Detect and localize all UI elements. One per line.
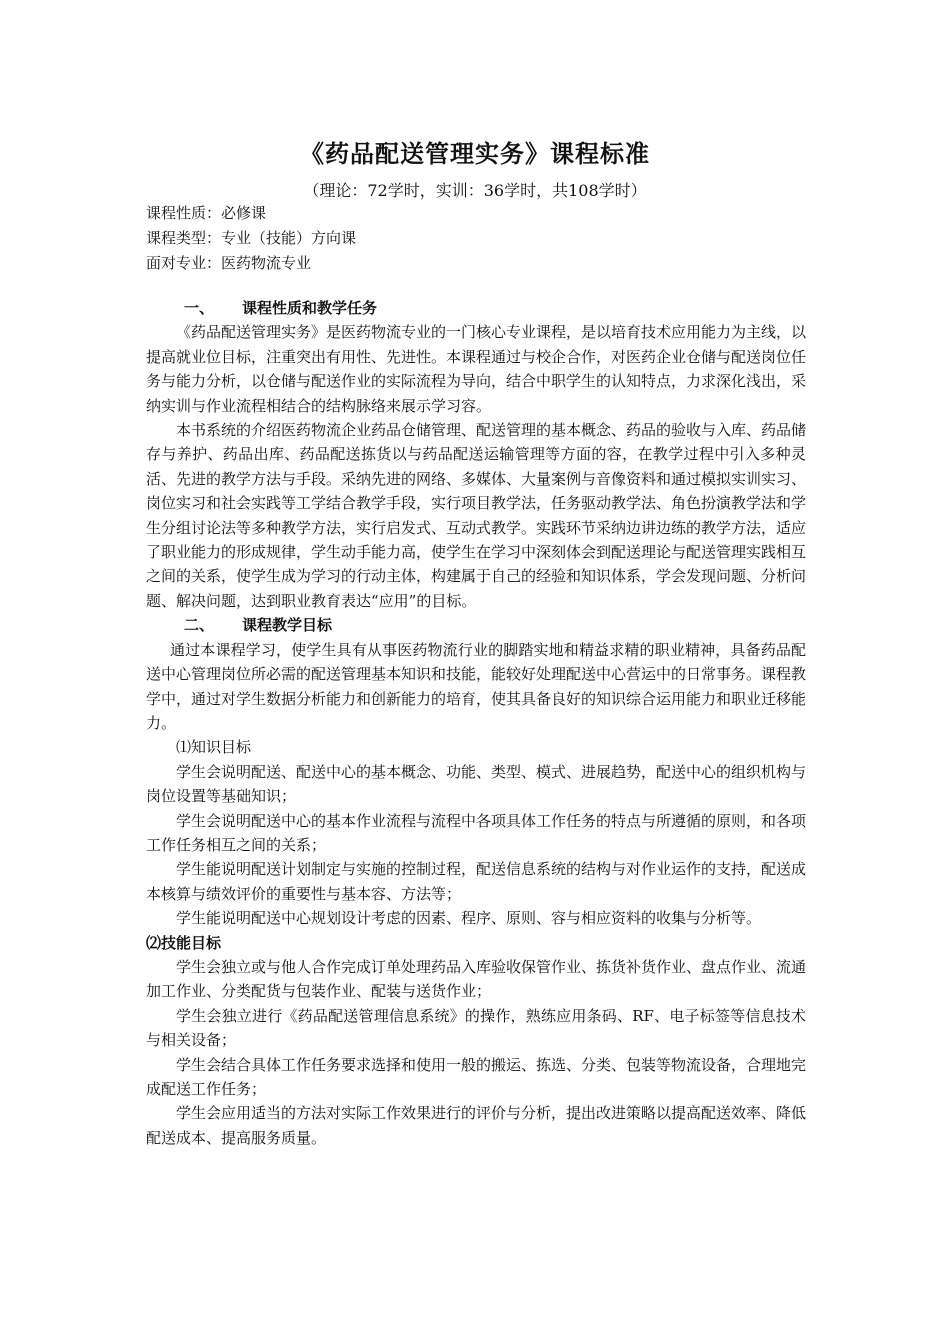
knowledge-goal-item: 学生会说明配送中心的基本作业流程与流程中各项具体工作任务的特点与所遵循的原则，和各项工作任务相互之间的关系； <box>146 811 807 854</box>
document-title: 《药品配送管理实务》课程标准 <box>300 139 650 168</box>
section-1-heading <box>146 296 806 320</box>
knowledge-goal-item: 学生能说明配送计划制定与实施的控制过程，配送信息系统的结构与对作业运作的支持，配送成本核算与绩效评价的重要性与基本容、方法等； <box>146 860 807 903</box>
document-subtitle: （理论：72学时，实训：36学时，共108学时） <box>303 181 647 200</box>
knowledge-goals-heading: ⑴知识目标 <box>176 738 252 757</box>
section-1-paragraph: 《药品配送管理实务》是医药物流专业的一门核心专业课程，是以培育技术应用能力为主线，以提高就业位目标，注重突出有用性、先进性。本课程通过与校企合作，对医药企业仓储与配送岗位任务与能力分析，以仓储与配送作业的实际流程为导向，结合中职学生的认知特点，力求深化浅出，采纳实训与作业流程相结合的结构脉络来展示学习容。 <box>146 323 807 415</box>
section-1-title: 课程性质和教学任务 <box>242 299 378 317</box>
meta-target-major: 面对专业：医药物流专业 <box>146 254 312 272</box>
skill-goal-item: 学生会独立进行《药品配送管理信息系统》的操作，熟练应用条码、RF、电子标签等信息技术与相关设备； <box>146 1006 806 1050</box>
section-1-paragraph: 本书系统的介绍医药物流企业药品仓储管理、配送管理的基本概念、药品的验收与入库、药品储存与养护、药品出库、药品配送拣货以与药品配送运输管理等方面的容，在教学过程中引入多种灵活、先进的教学方法与手段。采纳先进的网络、多媒体、大量案例与音像资料和通过模拟实训实习、岗位实习和社会实践等工学结合教学手段，实行项目教学法，任务驱动教学法、角色扮演教学法和学生分组讨论法等多种教学方法，实行启发式、互动式教学。实践环节采纳边讲边练的教学方法，适应了职业能力的形成规律，学生动手能力高，使学生在学习中深刻体会到配送理论与配送管理实践相互之间的关系，使学生成为学习的行动主体，构建属于自己的经验和知识体系，学会发现问题、分析问题、解决问题，达到职业教育表达“应用”的目标。 <box>146 421 807 610</box>
knowledge-goal-item: 学生能说明配送中心规划设计考虑的因素、程序、原则、容与相应资料的收集与分析等。 <box>176 909 762 928</box>
skill-goal-item: 学生会应用适当的方法对实际工作效果进行的评价与分析，提出改进策略以提高配送效率、降低配送成本、提高服务质量。 <box>146 1104 807 1147</box>
meta-course-type: 课程类型：专业（技能）方向课 <box>146 229 357 247</box>
knowledge-goal-item: 学生会说明配送、配送中心的基本概念、功能、类型、模式、进展趋势，配送中心的组织机构与岗位设置等基础知识； <box>146 762 807 806</box>
skill-goals-heading: ⑵技能目标 <box>146 933 222 952</box>
skill-goal-item: 学生会结合具体工作任务要求选择和使用一般的搬运、拣选、分类、包装等物流设备，合理地完成配送工作任务； <box>146 1055 807 1098</box>
section-2-heading <box>146 613 806 637</box>
document-body <box>146 296 806 1150</box>
section-2-intro: 通过本课程学习，使学生具有从事医药物流行业的脚踏实地和精益求精的职业精神，具备药品配送中心管理岗位所必需的配送管理基本知识和技能，能较好处理配送中心营运中的日常事务。课程教学中，通过对学生数据分析能力和创新能力的培育，使其具备良好的知识综合运用能力和职业迁移能力。 <box>146 640 807 732</box>
section-1-number: 一、 <box>184 299 215 317</box>
section-2-title: 课程教学目标 <box>242 616 333 635</box>
skill-goal-item: 学生会独立或与他人合作完成订单处理药品入库验收保管作业、拣货补货作业、盘点作业、流通加工作业、分类配货与包装作业、配装与送货作业； <box>146 957 807 1001</box>
section-2-number: 二、 <box>184 616 215 635</box>
meta-course-nature: 课程性质：必修课 <box>146 204 267 222</box>
